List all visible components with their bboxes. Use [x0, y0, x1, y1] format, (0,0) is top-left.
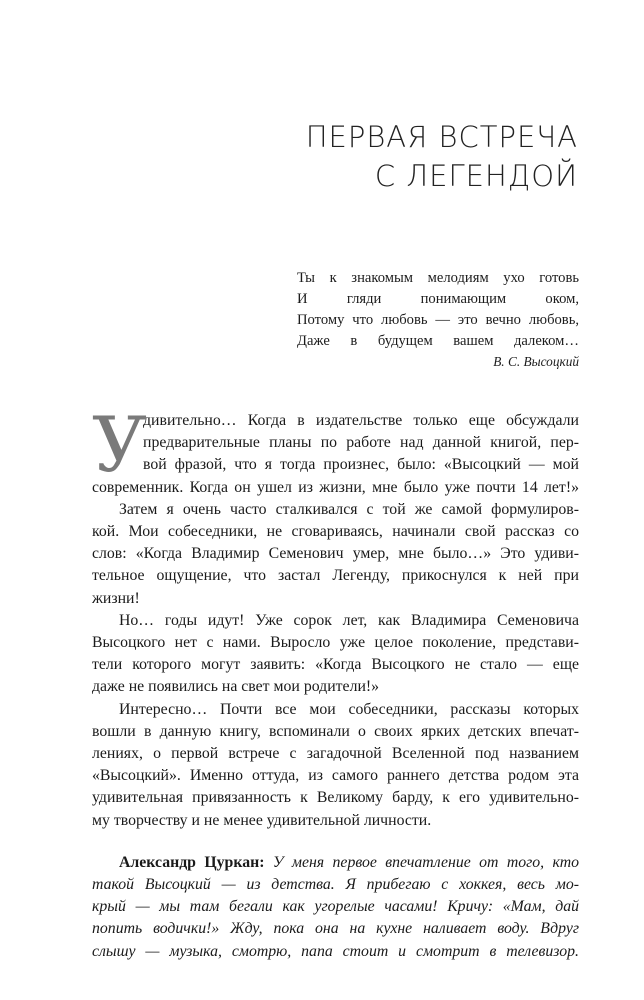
text-line: дивительно… Когда в издательстве только еще обсуждали [143, 412, 579, 429]
epigraph-line: Ты к знакомым мелодиям ухо готовь [297, 270, 579, 286]
text-line: жизни! [92, 589, 140, 607]
epigraph-author: В. С. Высоцкий [493, 354, 579, 369]
epigraph-line: Даже в будущем вашем далеком… [297, 333, 579, 349]
chapter-title-line-1: ПЕРВАЯ ВСТРЕЧА [305, 120, 578, 154]
text-line: тельное ощущение, что застал Легенду, прикоснулся к ней при [92, 567, 579, 585]
text-line: Затем я очень часто сталкивался с той же самой формулиров- [119, 500, 579, 518]
text-line: современник. Когда он ушел из жизни, мне было уже почти 14 лет!» [92, 478, 579, 496]
text-line: попить водички!» Жду, пока она на кухне наливает воду. Вдруг [92, 920, 579, 938]
text-line: вой фразой, что я тогда произнес, было: «Высоцкий — мой [143, 456, 579, 474]
epigraph [297, 268, 579, 371]
interview-text: У меня первое впечатление от того, кто [272, 853, 580, 871]
text-line: даже не появились на свет мои родители!» [92, 678, 380, 696]
text-line: лениях, о первой встрече с загадочной Вселенной под названием [92, 745, 579, 763]
text-line: удивительная привязанность к Великому барду, к его удивительно- [92, 789, 579, 807]
paragraph-4 [92, 699, 579, 832]
text-line: му творчеству и не менее удивительной личности. [92, 811, 432, 829]
text-line: Интересно… Почти все мои собеседники, рассказы которых [119, 700, 579, 718]
speaker-name: Александр Цуркан: [119, 853, 265, 871]
text-line [92, 852, 579, 874]
text-line: кой. Мои собеседники, не сговариваясь, начинали свой рассказ со [92, 523, 579, 541]
chapter-title-line-2: С ЛЕГЕНДОЙ [374, 159, 578, 193]
interview-paragraph [92, 852, 579, 963]
text-line: «Высоцкий». Именно оттуда, из самого раннего детства родом эта [92, 767, 579, 785]
drop-cap: У [92, 400, 147, 489]
text-line: крый — мы там бегали как угорелые часами! Кричу: «Мам, дай [92, 898, 579, 916]
text-line: Высоцкого нет с нами. Выросло уже целое поколение, представи- [92, 634, 579, 652]
text-line: слов: «Когда Владимир Семенович умер, мне было…» Это удиви- [92, 545, 579, 563]
epigraph-line: Потому что любовь — это вечно любовь, [297, 312, 579, 328]
paragraph-3 [92, 610, 579, 699]
main-text [92, 400, 580, 963]
paragraph-2 [92, 499, 579, 610]
text-line: Но… годы идут! Уже сорок лет, как Владимира Семеновича [119, 611, 579, 629]
chapter-title [306, 118, 578, 196]
text-line: предварительные планы по работе над данной книгой, пер- [143, 434, 579, 452]
epigraph-line: И гляди понимающим оком, [297, 291, 579, 307]
text-line: такой Высоцкий — из детства. Я прибегаю с хоккея, весь мо- [92, 876, 579, 894]
paragraph-1 [92, 400, 579, 499]
text-line: вошли в данную книгу, вспоминали о своих ярких детских впечат- [92, 722, 579, 740]
section-gap [92, 832, 579, 852]
text-line: слышу — музыка, смотрю, папа стоит и смотрит в телевизор. [92, 942, 579, 960]
text-line: тели которого могут заявить: «Когда Высоцкого не стало — еще [92, 656, 579, 674]
